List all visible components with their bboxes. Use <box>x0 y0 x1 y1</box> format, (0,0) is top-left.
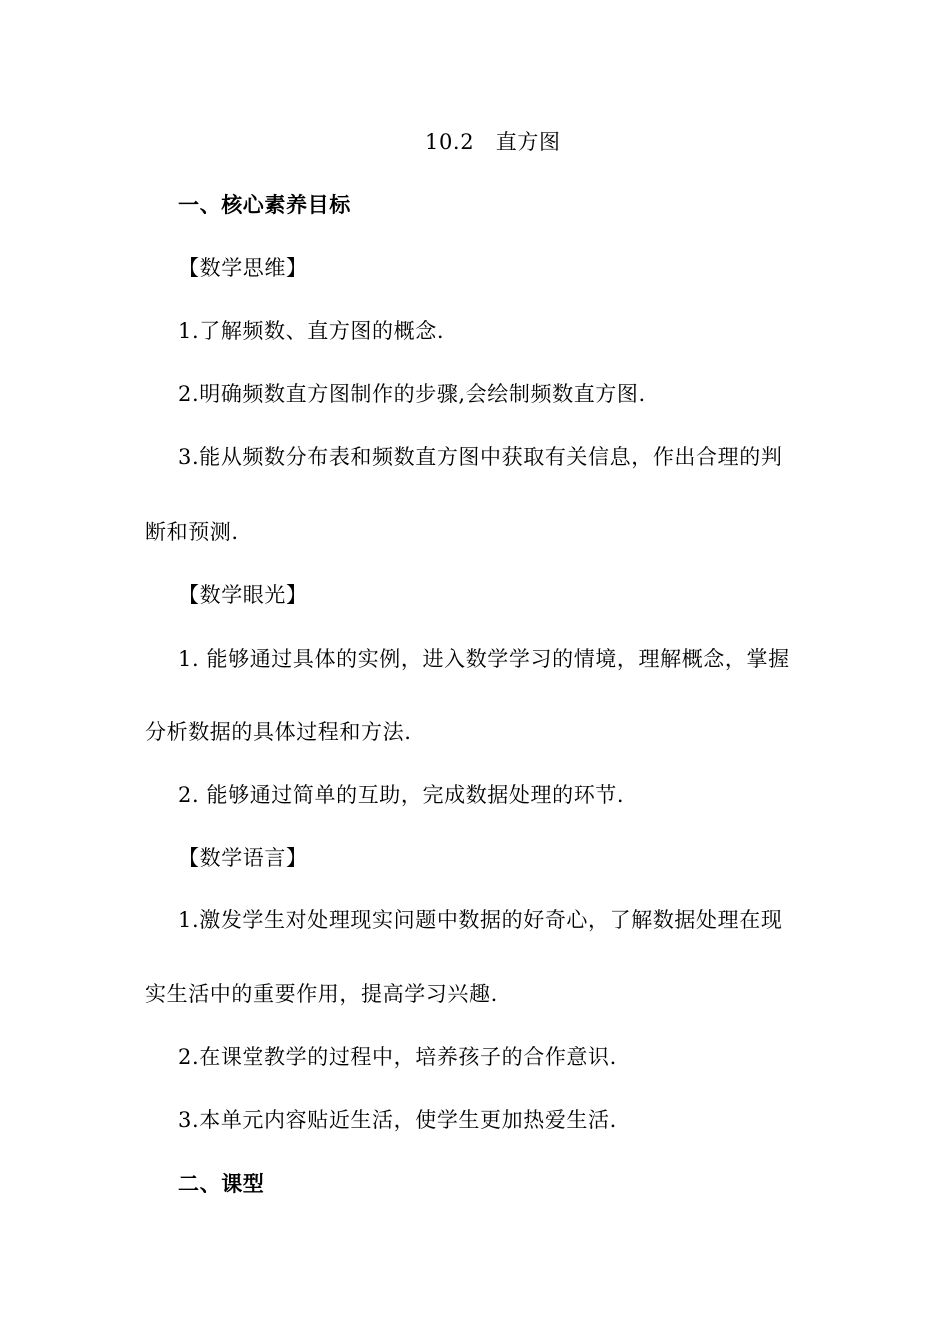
list-item-continuation: 断和预测. <box>145 520 239 544</box>
group-label-language: 【数学语言】 <box>178 846 308 870</box>
list-item: 1.了解频数、直方图的概念. <box>178 319 445 343</box>
list-item: 3.能从频数分布表和频数直方图中获取有关信息，作出合理的判 <box>178 445 783 469</box>
list-item: 1.激发学生对处理现实问题中数据的好奇心，了解数据处理在现 <box>178 908 783 932</box>
page-title: 10.2 直方图 <box>425 130 561 154</box>
list-item-continuation: 分析数据的具体过程和方法. <box>145 720 412 744</box>
list-item: 1. 能够通过具体的实例，进入数学学习的情境，理解概念，掌握 <box>178 647 790 671</box>
section-heading-goals: 一、核心素养目标 <box>178 193 351 217</box>
list-item: 2.在课堂教学的过程中，培养孩子的合作意识. <box>178 1045 617 1069</box>
list-item: 2.明确频数直方图制作的步骤,会绘制频数直方图. <box>178 382 646 406</box>
list-item: 3.本单元内容贴近生活，使学生更加热爱生活. <box>178 1108 617 1132</box>
group-label-thinking: 【数学思维】 <box>178 256 308 280</box>
list-item-continuation: 实生活中的重要作用，提高学习兴趣. <box>145 982 498 1006</box>
group-label-vision: 【数学眼光】 <box>178 583 308 607</box>
list-item: 2. 能够通过简单的互助，完成数据处理的环节. <box>178 783 625 807</box>
section-heading-lesson-type: 二、课型 <box>178 1172 265 1196</box>
